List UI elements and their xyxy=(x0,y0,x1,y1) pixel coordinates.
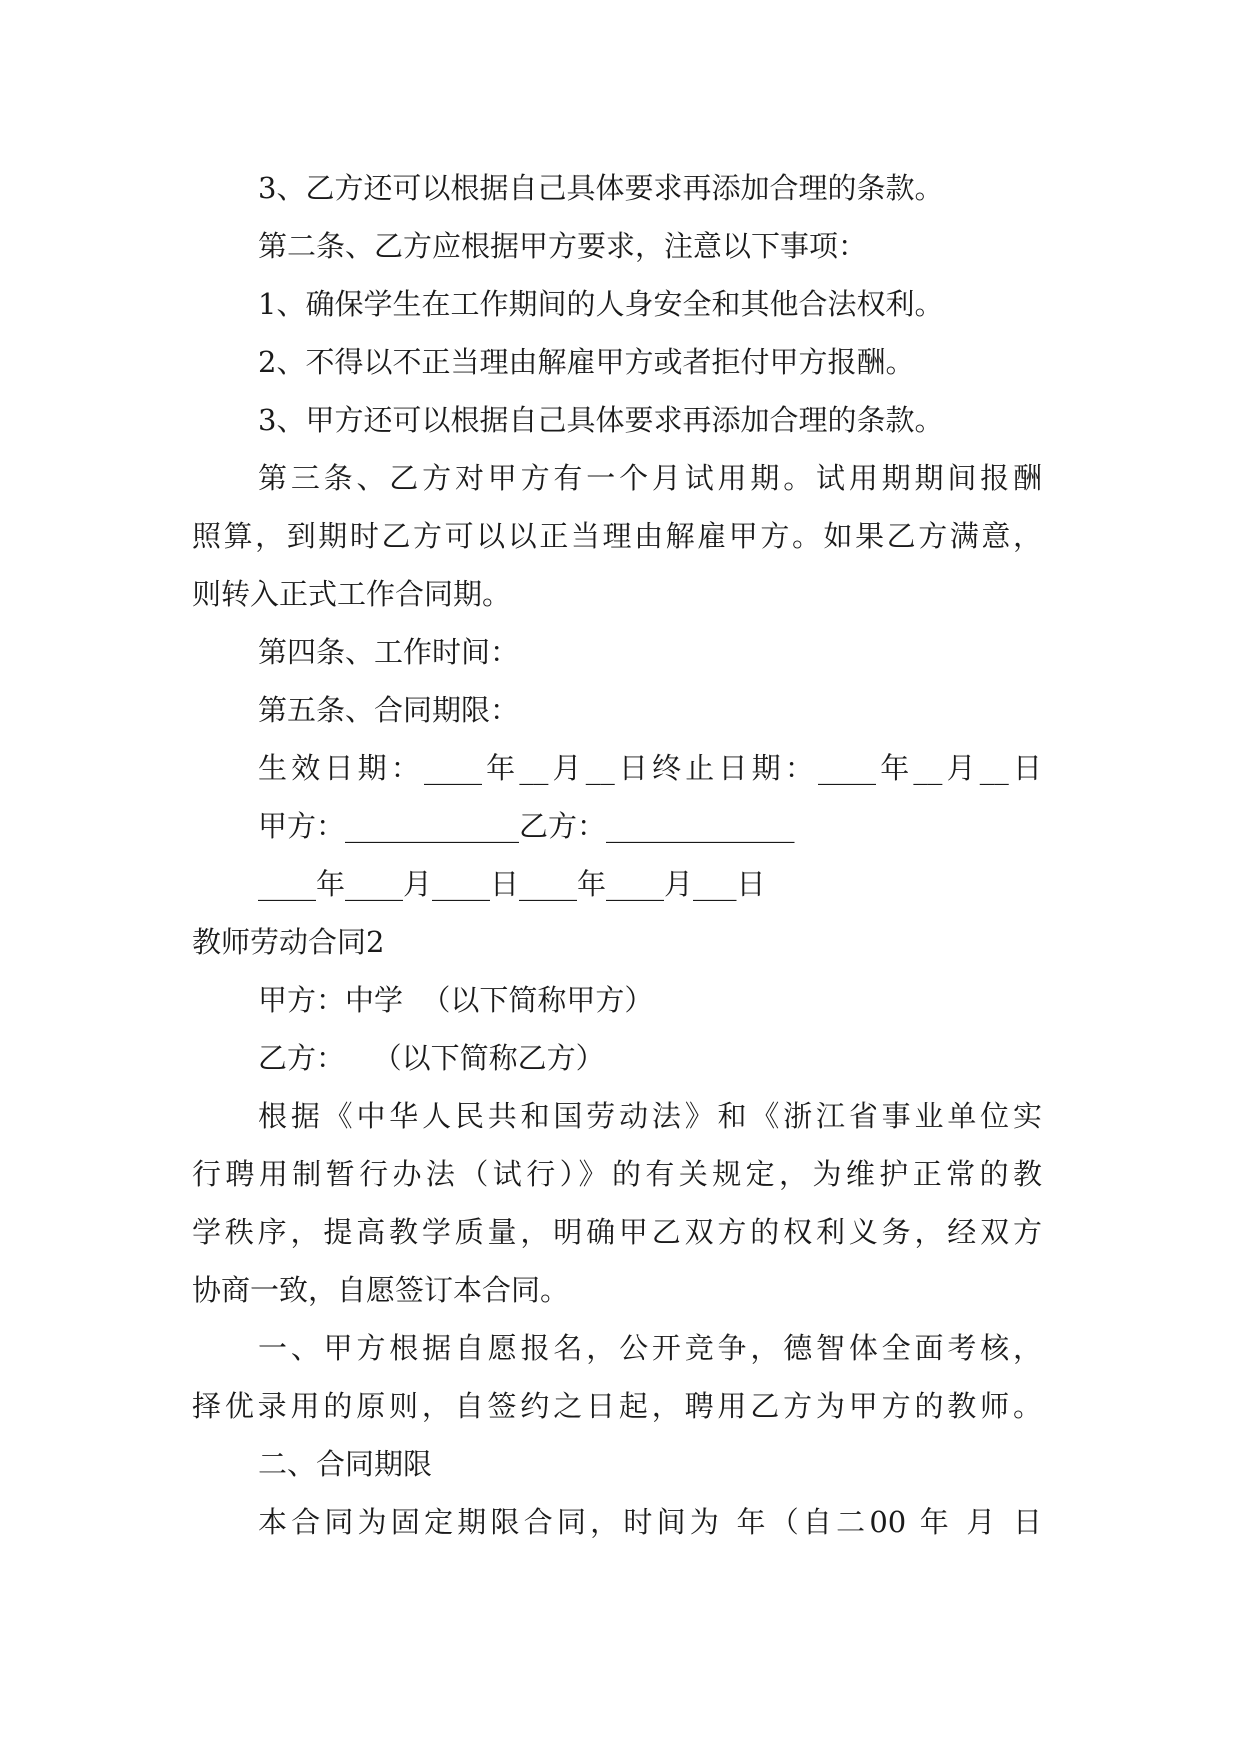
article-3-line-2: 照算，到期时乙方可以以正当理由解雇甲方。如果乙方满意， xyxy=(192,519,1042,553)
article-3-line-1: 第三条、乙方对甲方有一个月试用期。试用期期间报酬 xyxy=(258,461,1042,495)
article-2-item-3: 3、甲方还可以根据自己具体要求再添加合理的条款。 xyxy=(258,403,944,437)
contract-2-title: 教师劳动合同2 xyxy=(192,925,385,959)
article-5-heading: 第五条、合同期限： xyxy=(258,693,520,727)
section-1-line-2: 择优录用的原则，自签约之日起，聘用乙方为甲方的教师。 xyxy=(192,1389,1042,1423)
article-3-line-3: 则转入正式工作合同期。 xyxy=(192,577,512,611)
article-2-item-2: 2、不得以不正当理由解雇甲方或者拒付甲方报酬。 xyxy=(258,345,915,379)
article-2-heading: 第二条、乙方应根据甲方要求，注意以下事项： xyxy=(258,229,868,263)
party-b: 乙方： （以下简称乙方） xyxy=(258,1041,605,1075)
preamble-line-3: 学秩序，提高教学质量，明确甲乙双方的权利义务，经双方 xyxy=(192,1215,1042,1249)
article-2-item-1: 1、确保学生在工作期间的人身安全和其他合法权利。 xyxy=(258,287,944,321)
effective-dates: 生效日期：____年__月__日终止日期：____年__月__日 xyxy=(258,751,1042,785)
preamble-line-4: 协商一致，自愿签订本合同。 xyxy=(192,1273,570,1307)
section-2-heading: 二、合同期限 xyxy=(258,1447,433,1481)
signature-dates: ____年____月____日____年____月___日 xyxy=(258,867,766,901)
section-2-line-1: 本合同为固定期限合同，时间为 年（自二00 年 月 日 xyxy=(258,1505,1042,1539)
preamble-line-2: 行聘用制暂行办法（试行）》的有关规定，为维护正常的教 xyxy=(192,1157,1042,1191)
section-1-line-1: 一、甲方根据自愿报名，公开竞争，德智体全面考核， xyxy=(258,1331,1042,1365)
preamble-line-1: 根据《中华人民共和国劳动法》和《浙江省事业单位实 xyxy=(258,1099,1042,1133)
party-a: 甲方：中学 （以下简称甲方） xyxy=(258,983,654,1017)
clause-2-item-3: 3、乙方还可以根据自己具体要求再添加合理的条款。 xyxy=(258,171,944,205)
article-4-heading: 第四条、工作时间： xyxy=(258,635,520,669)
signature-parties: 甲方：____________乙方：_____________ xyxy=(258,809,795,843)
